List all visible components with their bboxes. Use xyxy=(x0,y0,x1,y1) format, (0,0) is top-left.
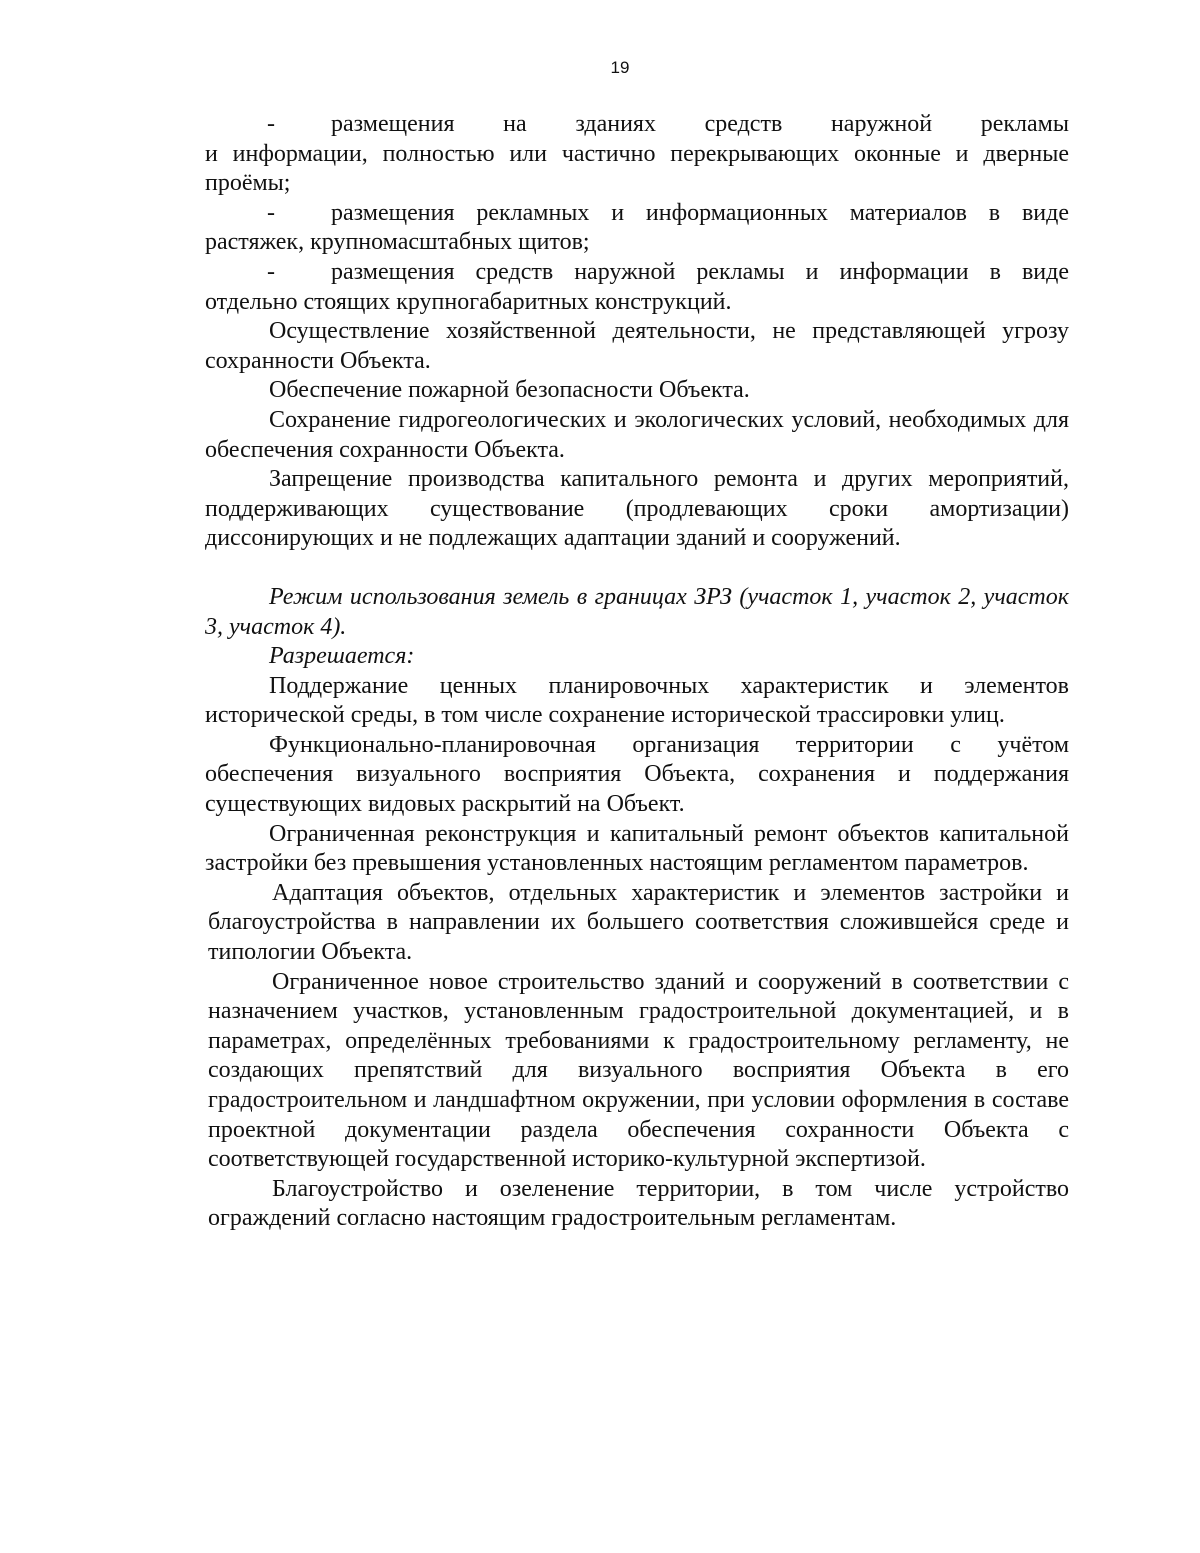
bullet-item xyxy=(205,110,1069,199)
section-spacer xyxy=(205,554,1069,583)
bullet-continuation: отдельно стоящих крупногабаритных конструкций. xyxy=(205,288,732,315)
paragraph: Осуществление хозяйственной деятельности, не представляющей угрозу сохранности Объекта. xyxy=(205,318,1069,374)
paragraph: Функционально-планировочная организация территории с учётом обеспечения визуального восприятия Объекта, сохранения и поддержания существующих видовых раскрытий на Объект. xyxy=(205,731,1069,818)
document-body xyxy=(205,110,1069,1234)
section-heading: Режим использования земель в границах ЗРЗ (участок 1, участок 2, участок 3, участок 4). xyxy=(205,583,1069,640)
section-subheading: Разрешается: xyxy=(269,643,415,670)
bullet-item xyxy=(205,199,1069,258)
bullet-dash: - xyxy=(267,111,275,137)
paragraph: Поддержание ценных планировочных характеристик и элементов исторической среды, в том числе сохранение исторической трассировки улиц. xyxy=(205,672,1069,729)
paragraph: Благоустройство и озеленение территории, в том числе устройство ограждений согласно настоящим градостроительным регламентам. xyxy=(208,1175,1069,1232)
paragraph: Обеспечение пожарной безопасности Объекта. xyxy=(269,377,750,404)
page-number: 19 xyxy=(610,58,630,77)
paragraph: Запрещение производства капитального ремонта и других мероприятий, поддерживающих существование (продлевающих сроки амортизации) диссонирующих и не подлежащих адаптации зданий и сооружений. xyxy=(205,466,1069,552)
paragraph: Ограниченное новое строительство зданий и сооружений в соответствии с назначением участков, установленным градостроительной документацией, и в параметрах, определённых требованиями к градостроительному регламенту, не создающих препятствий для визуального восприятия Объекта в его градостроительном и ландшафтном окружении, при условии оформления в составе проектной документации раздела обеспечения сохранности Объекта с соответствующей государственной историко-культурной экспертизой. xyxy=(208,968,1069,1173)
paragraph: Адаптация объектов, отдельных характеристик и элементов застройки и благоустройства в направлении их большего соответствия сложившейся среде и типологии Объекта. xyxy=(208,879,1069,966)
bullet-first-line: размещения средств наружной рекламы и информации в виде xyxy=(331,258,1069,285)
paragraph: Сохранение гидрогеологических и экологических условий, необходимых для обеспечения сохранности Объекта. xyxy=(205,406,1069,463)
bullet-first-line: размещения рекламных и информационных материалов в виде xyxy=(331,199,1069,226)
bullet-dash: - xyxy=(267,199,275,226)
bullet-continuation: растяжек, крупномасштабных щитов; xyxy=(205,229,590,256)
bullet-continuation: и информации, полностью или частично перекрывающих оконные и дверные проёмы; xyxy=(205,140,1069,197)
paragraph: Ограниченная реконструкция и капитальный ремонт объектов капитальной застройки без превышения установленных настоящим регламентом параметров. xyxy=(205,820,1069,877)
bullet-first-line: размещения на зданиях средств наружной рекламы xyxy=(331,111,1069,137)
bullet-dash: - xyxy=(267,258,275,285)
bullet-item xyxy=(205,258,1069,317)
